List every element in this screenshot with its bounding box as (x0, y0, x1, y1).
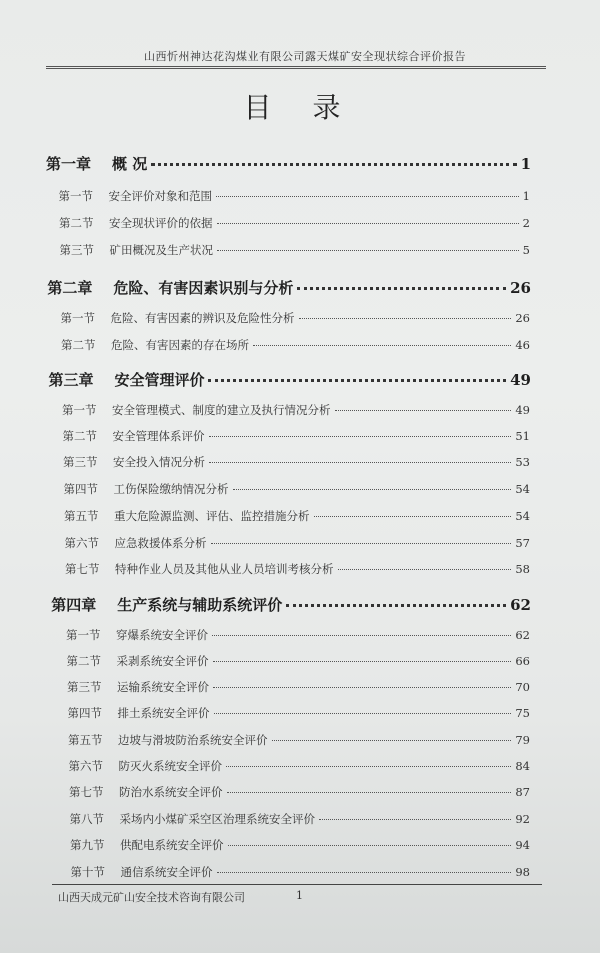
toc-section-row (68, 705, 531, 721)
toc-leader-dots (216, 196, 519, 197)
toc-section-title: 安全管理模式、制度的建立及执行情况分析 (112, 403, 331, 417)
toc-page-number: 54 (515, 509, 530, 523)
toc-chapter-title: 危险、有害因素识别与分析 (113, 279, 294, 297)
toc-leader-dots (217, 872, 512, 873)
toc-section-title: 特种作业人员及其他从业人员培训考核分析 (115, 562, 334, 576)
toc-page-number: 1 (522, 189, 530, 203)
toc-section-number: 第九节 (70, 838, 105, 852)
toc-section-number: 第一节 (60, 311, 95, 325)
toc-section-number: 第四节 (63, 482, 98, 496)
toc-section-number: 第七节 (65, 562, 100, 576)
toc-leader-dots (227, 792, 512, 793)
toc-leader-dots (151, 163, 516, 166)
toc-section-row (69, 784, 530, 800)
toc-page-number: 84 (515, 759, 530, 773)
toc-leader-dots (233, 489, 512, 490)
toc-section-row (70, 811, 531, 827)
toc-leader-dots (226, 766, 511, 767)
toc-leader-dots (214, 713, 512, 714)
toc-section-row (68, 732, 530, 748)
toc-section-row (62, 402, 530, 418)
toc-page-number: 1 (520, 155, 531, 173)
toc-page-number: 53 (515, 455, 530, 469)
toc-section-row (59, 188, 531, 204)
toc-chapter-row (51, 594, 531, 615)
toc-section-number: 第二节 (59, 216, 94, 230)
toc-section-row (66, 627, 530, 643)
toc-section-row (60, 242, 531, 258)
toc-section-number: 第四节 (67, 706, 102, 720)
toc-leader-dots (286, 604, 506, 607)
toc-page-number: 58 (515, 562, 530, 576)
toc-section-row (64, 508, 530, 524)
toc-chapter-title: 生产系统与辅助系统评价 (117, 596, 283, 614)
toc-chapter-title: 概 况 (112, 155, 148, 173)
toc-section-row (71, 864, 531, 880)
toc-section-title: 穿爆系统安全评价 (116, 628, 208, 642)
toc-chapter-row (48, 369, 531, 390)
toc-section-row (61, 337, 530, 353)
toc-section-title: 排土系统安全评价 (117, 706, 210, 720)
toc-page-number: 5 (522, 243, 530, 257)
toc-page-number: 46 (515, 338, 530, 352)
toc-section-number: 第三节 (67, 680, 102, 694)
toc-section-number: 第一节 (66, 628, 101, 642)
toc-section-title: 矿田概况及生产状况 (109, 243, 213, 257)
toc-section-title: 安全评价对象和范围 (108, 189, 212, 203)
toc-leader-dots (228, 845, 512, 846)
toc-section-number: 第三节 (63, 455, 98, 469)
toc-section-row (65, 535, 531, 551)
toc-section-title: 重大危险源监测、评估、监控措施分析 (114, 509, 310, 523)
toc-section-title: 安全投入情况分析 (113, 455, 205, 469)
toc-section-row (63, 428, 531, 444)
toc-page-number: 26 (510, 279, 531, 297)
toc-leader-dots (212, 635, 511, 636)
toc-leader-dots (209, 436, 512, 437)
toc-section-number: 第二节 (62, 429, 97, 443)
toc-page-number: 79 (515, 733, 530, 747)
toc-page-number: 70 (515, 680, 530, 694)
toc-page-number: 66 (515, 654, 530, 668)
toc-section-number: 第五节 (68, 733, 103, 747)
toc-section-number: 第一节 (58, 189, 93, 203)
toc-page-number: 49 (515, 403, 530, 417)
toc-leader-dots (208, 379, 506, 382)
toc-chapter-row (46, 153, 531, 174)
toc-page-number: 26 (515, 311, 530, 325)
toc-chapter-number: 第四章 (51, 596, 97, 614)
toc-section-title: 防灭火系统安全评价 (118, 759, 222, 773)
toc-section-title: 应急救援体系分析 (114, 536, 207, 550)
toc-section-row (69, 758, 531, 774)
toc-leader-dots (335, 410, 512, 411)
toc-page-number: 94 (515, 838, 530, 852)
running-header: 山西忻州神达花沟煤业有限公司露天煤矿安全现状综合评价报告 (144, 50, 466, 63)
toc-section-title: 边坡与滑坡防治系统安全评价 (118, 733, 268, 747)
toc-section-title: 运输系统安全评价 (117, 680, 209, 694)
footer-company: 山西天成元矿山安全技术咨询有限公司 (58, 891, 245, 904)
toc-chapter-number: 第三章 (48, 371, 94, 389)
toc-section-number: 第六节 (68, 759, 103, 773)
toc-section-row (67, 653, 531, 669)
toc-page-number: 92 (515, 812, 530, 826)
toc-section-row (63, 454, 530, 470)
toc-section-row (61, 310, 531, 326)
toc-page-number: 87 (515, 785, 530, 799)
toc-section-row (64, 481, 531, 497)
toc-section-number: 第五节 (64, 509, 99, 523)
toc-chapter-row (47, 277, 531, 298)
footer-page-number: 1 (296, 889, 303, 902)
toc-page-number: 98 (515, 865, 530, 879)
toc-section-number: 第十节 (70, 865, 105, 879)
toc-page-number: 54 (515, 482, 530, 496)
toc-section-row (67, 679, 530, 695)
toc-leader-dots (217, 250, 519, 251)
toc-leader-dots (272, 740, 512, 741)
toc-page-number: 51 (515, 429, 530, 443)
toc-section-title: 安全管理体系评价 (112, 429, 205, 443)
toc-leader-dots (319, 819, 511, 820)
toc-leader-dots (209, 462, 511, 463)
toc-leader-dots (211, 543, 512, 544)
toc-page-number: 57 (515, 536, 530, 550)
toc-section-number: 第一节 (62, 403, 97, 417)
toc-leader-dots (213, 661, 512, 662)
toc-leader-dots (338, 569, 512, 570)
toc-section-title: 采场内小煤矿采空区治理系统安全评价 (119, 812, 315, 826)
toc-leader-dots (217, 223, 519, 224)
footer-rule (52, 884, 542, 885)
toc-section-number: 第八节 (69, 812, 104, 826)
toc-leader-dots (253, 345, 511, 346)
toc-section-row (59, 215, 530, 231)
toc-leader-dots (213, 687, 511, 688)
toc-section-title: 防治水系统安全评价 (119, 785, 223, 799)
toc-section-row (70, 837, 530, 853)
toc-page-number: 2 (522, 216, 530, 230)
toc-section-number: 第六节 (64, 536, 99, 550)
toc-leader-dots (297, 287, 506, 290)
toc-page-number: 75 (515, 706, 530, 720)
toc-section-title: 工伤保险缴纳情况分析 (113, 482, 229, 496)
toc-section-title: 供配电系统安全评价 (120, 838, 224, 852)
toc-section-title: 通信系统安全评价 (120, 865, 213, 879)
toc-section-number: 第二节 (61, 338, 96, 352)
toc-leader-dots (299, 318, 512, 319)
toc-chapter-number: 第一章 (46, 155, 92, 173)
header-rule (46, 66, 546, 69)
toc-section-title: 采剥系统安全评价 (116, 654, 209, 668)
page-title: 目 录 (243, 91, 357, 124)
toc-section-number: 第二节 (66, 654, 101, 668)
toc-page-number: 62 (515, 628, 530, 642)
toc-section-row (65, 561, 530, 577)
toc-section-number: 第三节 (59, 243, 94, 257)
toc-section-number: 第七节 (69, 785, 104, 799)
toc-leader-dots (314, 516, 512, 517)
toc-section-title: 危险、有害因素的辨识及危险性分析 (110, 311, 295, 325)
toc-chapter-number: 第二章 (47, 279, 93, 297)
toc-page-number: 49 (510, 371, 531, 389)
toc-section-title: 安全现状评价的依据 (109, 216, 213, 230)
toc-section-title: 危险、有害因素的存在场所 (111, 338, 249, 352)
toc-chapter-title: 安全管理评价 (114, 371, 205, 389)
toc-page-number: 62 (510, 596, 531, 614)
